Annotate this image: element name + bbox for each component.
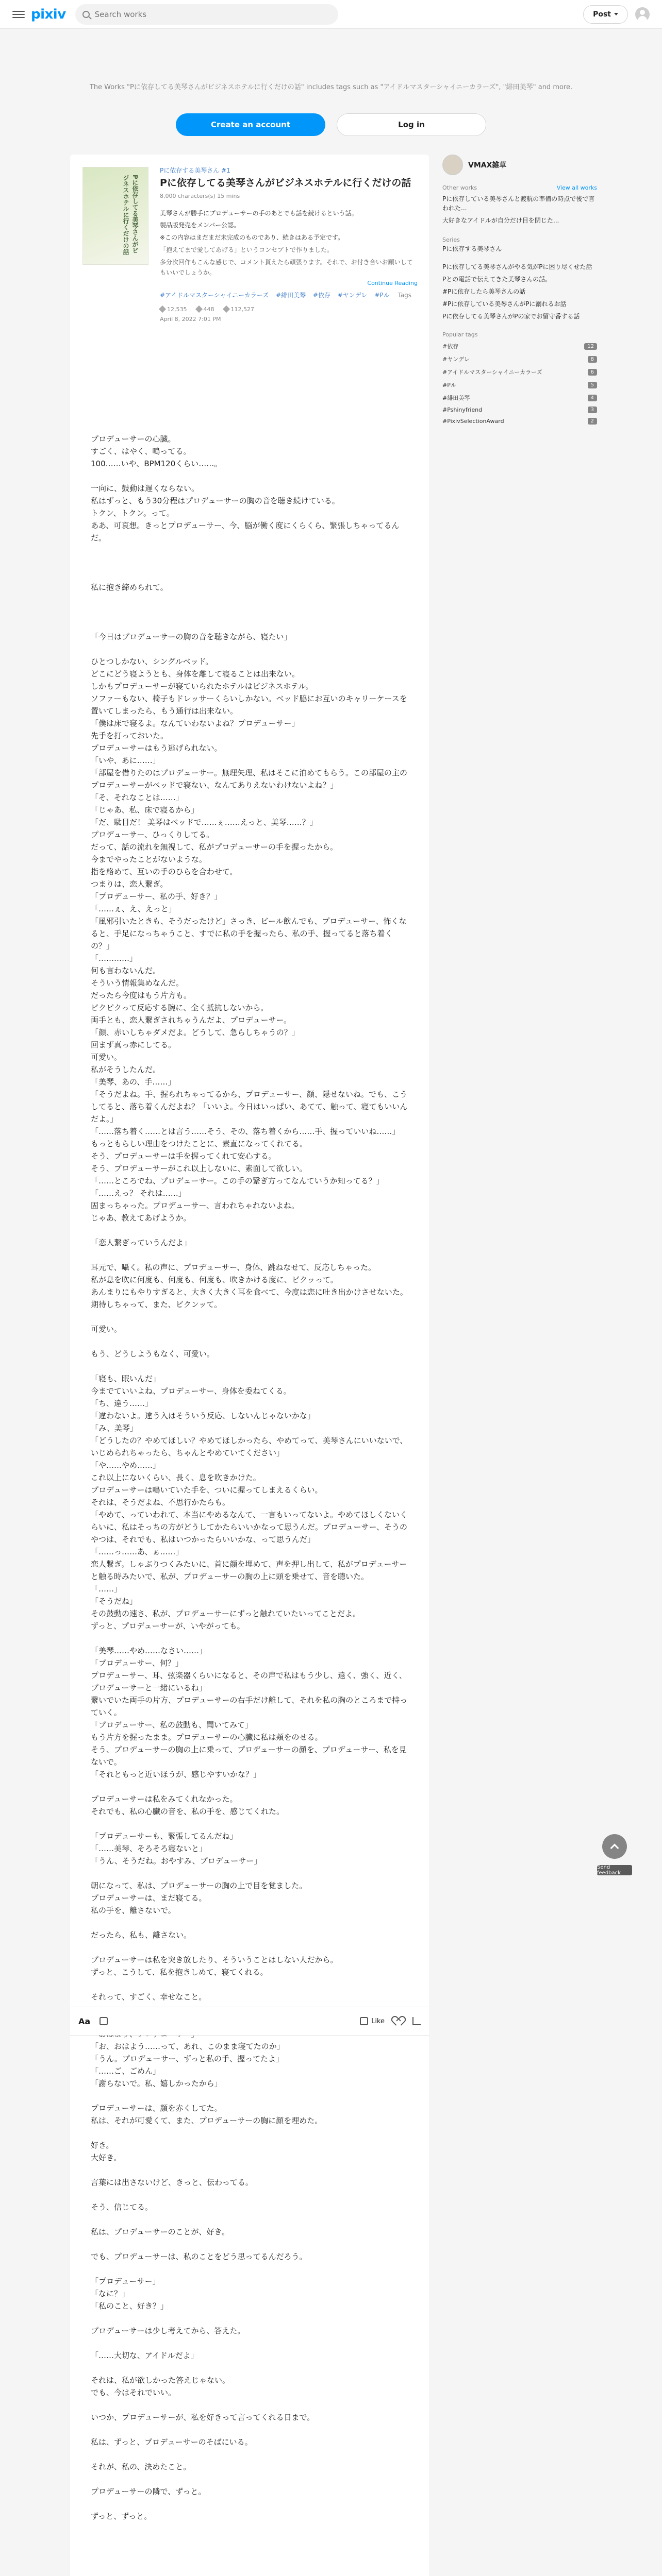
work-meta — [160, 166, 418, 323]
body-paragraph: 「み、美琴」 — [91, 1423, 138, 1433]
body-paragraph: 「僕は床で寝るよ。なんていわないよね？プロデューサー」 — [91, 719, 300, 728]
body-paragraph — [91, 2424, 408, 2436]
work-header — [70, 155, 429, 376]
popular-tag-row[interactable]: #依存 12 — [442, 342, 597, 350]
series-label: Series — [442, 236, 460, 243]
body-paragraph: すごく、はやく、鳴ってる。 — [91, 447, 191, 456]
body-paragraph — [91, 1311, 408, 1323]
body-paragraph: 「プロデューサー、私の手、好き？」 — [91, 892, 222, 901]
body-paragraph: ずっと、ずっと。 — [91, 2512, 152, 2521]
body-paragraph: それでも、私の心臓の音を、私の手を、感じてくれた。 — [91, 1807, 285, 1816]
other-works-label: Other works — [442, 184, 477, 191]
post-date: April 8, 2022 7:01 PM — [160, 315, 221, 323]
body-paragraph: プロデューサーは、まだ寝てる。 — [91, 1893, 207, 1903]
body-paragraph — [91, 544, 408, 556]
create-account-button[interactable]: Create an account — [176, 113, 325, 136]
body-paragraph: 「違わないよ。違う入はそういう反応、しないんじゃないかな」 — [91, 1411, 316, 1420]
body-paragraph — [91, 2362, 408, 2374]
body-paragraph — [91, 1224, 408, 1236]
body-paragraph: 大好き。 — [91, 2153, 122, 2162]
body-paragraph: 私はずっと、もう30分程はプロデューサーの胸の音を聴き続けている。 — [91, 496, 340, 505]
work-length: 8,000 characters(s) 15 mins — [160, 192, 240, 199]
search-icon — [82, 11, 90, 18]
likes-stat: 12,535 — [160, 306, 187, 313]
series-work-link[interactable]: Pに依存してる美琴さんがPの家でお留守番する話 — [442, 313, 580, 320]
series-works-section — [442, 262, 597, 321]
popular-tag-row[interactable]: #ヤンデレ 8 — [442, 355, 597, 363]
body-paragraph: プロデューサーは鳴いていた手を、ついに握ってしまえるくらい。 — [91, 1485, 323, 1495]
body-paragraph — [91, 594, 408, 606]
body-paragraph: 「ち、違う……」 — [91, 1399, 153, 1408]
body-paragraph — [91, 1818, 408, 1830]
desc-line: 「抱えてまで愛してあげる」というコンセプトで作りました。 — [160, 246, 334, 254]
tag-translation-label[interactable]: Tags — [398, 292, 412, 299]
tag-link[interactable]: #依存 — [312, 292, 330, 299]
body-paragraph: 「どうしたの？やめてほしい？やめてほしかったら、やめてって、美琴さんにいいないで、いじめられちゃったら、ちゃんとやめていてください」 — [91, 1436, 408, 1458]
body-paragraph: だったら、私も、離さない。 — [91, 1930, 192, 1940]
other-work-link[interactable]: 大好きなアイドルが自分だけ目を閉じた... — [442, 217, 559, 224]
feedback-button[interactable]: Send feedback — [597, 1865, 632, 1875]
body-paragraph: 「うん。プロデューサー、ずっと私の手、握ってたよ」 — [91, 2054, 284, 2063]
eye-icon — [222, 306, 229, 313]
view-all-link[interactable]: View all works — [556, 184, 597, 191]
body-paragraph: だって、話の流れを無視して、私がプロデューサーの手を握ったから。 — [91, 842, 338, 852]
body-paragraph: ああ、可哀想。きっとプロデューサー、今、脳が働く度にくらくら、緊張しちゃってるんだ。 — [91, 521, 400, 543]
body-paragraph: 今までていいよね、プロデューサー、身体を委ねてくる。 — [91, 1386, 291, 1396]
novel-card — [70, 155, 429, 2576]
body-paragraph — [91, 1917, 408, 1929]
arrow-up-icon — [610, 1844, 619, 1853]
user-avatar-icon[interactable] — [635, 7, 650, 22]
body-paragraph: 言葉には出さないけど、きっと、伝わってる。 — [91, 2178, 253, 2187]
body-paragraph: 100……いや、BPM120くらい……。 — [91, 459, 222, 468]
body-paragraph: つまりは、恋人繋ぎ。 — [91, 879, 168, 889]
body-paragraph: だったら今度はもう片方も。 — [91, 991, 192, 1000]
body-paragraph: 「……っ……あ、ぁ……」 — [91, 1547, 184, 1556]
bookmarks-stat: 448 — [196, 306, 214, 313]
body-paragraph: プロデューサーは私をみてくれなかった。 — [91, 1794, 238, 1804]
pixiv-logo[interactable]: pixiv — [31, 6, 66, 22]
body-paragraph — [91, 2213, 408, 2226]
author-block[interactable] — [442, 155, 597, 175]
body-paragraph: 「……落ち着く……とは言う……そう、その、落ち着くから……手、握っていいね……」 — [91, 1127, 400, 1136]
body-paragraph: 「だ、駄目だ！ 美琴はベッドで……ぇ……えっと、美琴……？」 — [91, 818, 318, 827]
body-paragraph — [91, 1335, 408, 1348]
series-link[interactable]: Pに依存する美琴さん #1 — [160, 167, 230, 174]
body-paragraph: 「そうだよね。手、握られちゃってるから、プロデューサー、顔、隠せないね。でも、こうしてると、落ち着くんだよね？「いいよ。今日はいっぱい、あてて、触って、寝てもいいんだよ。」 — [91, 1090, 408, 1124]
top-header — [0, 0, 662, 29]
body-paragraph: どこにどう寝ようとも、身体を離して寝ることは出来ない。 — [91, 669, 300, 679]
like-button[interactable]: Like — [360, 2017, 385, 2025]
body-paragraph: プロデューサーはもう逃げられない。 — [91, 743, 222, 753]
body-paragraph: 私は、プロデューサーのことが、好き。 — [91, 2227, 229, 2236]
body-paragraph: そう、プロデューサーは手を握ってくれて安心する。 — [91, 1151, 276, 1161]
series-work-link[interactable]: #Pに依存している美琴さんがPに溺れるお話 — [442, 300, 567, 308]
body-paragraph: プロデューサーは、顔を赤くしてた。 — [91, 2104, 222, 2113]
body-paragraph — [91, 2263, 408, 2275]
body-paragraph: 「部屋を借りたのはプロデューサー。無理矢理、私はそこに泊めてもらう。この部屋の主のプロデューサーがベッドで寝ない、なんてありえないわけないよね？」 — [91, 768, 407, 790]
body-paragraph: でも、プロデューサーは、私のことをどう思ってるんだろう。 — [91, 2252, 307, 2261]
body-paragraph — [91, 2238, 408, 2250]
body-paragraph: その鼓動の速さ、私が、プロデューサーにずっと触れていたいってことだよ。 — [91, 1609, 361, 1618]
author-avatar[interactable] — [442, 155, 463, 175]
body-paragraph: 「私のこと、好き？」 — [91, 2301, 169, 2311]
body-paragraph — [91, 2498, 408, 2510]
body-paragraph: 「プロデューサー、私の鼓動も、聞いてみて」 — [91, 1720, 253, 1730]
desc-line: ※この内容はまだまだ未完成のものであり、続きはある予定です。 — [160, 234, 344, 242]
body-paragraph: 「寝も、眠いんだ」 — [91, 1374, 161, 1383]
body-paragraph: 一向に、鼓動は遅くならない。 — [91, 484, 200, 493]
cta-row — [0, 113, 662, 136]
body-paragraph: 耳元で、囁く。私の声に、プロデューサー、身体、跳ねなせて、反応しちゃった。 — [91, 1263, 376, 1272]
body-paragraph — [91, 2312, 408, 2325]
body-paragraph: 「…………」 — [91, 954, 138, 963]
views-stat: 112,527 — [224, 306, 255, 313]
body-paragraph: 「やめて、っていわれて、本当にやめるなんて、一言もいってないよ。やめてほしくないくらいに、私はそっちの方がどうしてかたらいいかなって思うんだ。プロデューサー、そうのやつは、それでも、私はいつかったらいいかな、って思うんだ」 — [91, 1510, 408, 1544]
body-paragraph — [91, 618, 408, 631]
body-paragraph: ひとつしかない、シングルベッド。 — [91, 657, 213, 666]
like-icon — [159, 306, 166, 313]
desc-line: 製品版発売をメンバー公認。 — [160, 222, 240, 229]
body-paragraph: 「……ぇ、え、えっと」 — [91, 904, 176, 913]
body-paragraph: 「今日はプロデューサーの胸の音を聴きながら、寝たい」 — [91, 632, 292, 641]
body-paragraph: そう、プロデューサーの胸の上に乗って、プロデューサーの顔を、プロデューサー、私を見ないで。 — [91, 1745, 407, 1767]
body-paragraph — [91, 1781, 408, 1793]
tag-link[interactable]: #ヤンデレ — [337, 292, 368, 299]
intro-text: The Works "Pに依存してる美琴さんがビジネスホテルに行くだけの話" includes tags such as "アイドルマスターシャイニーカラーズ", "緋田美琴" and more. — [89, 83, 573, 91]
tag-link[interactable]: #緋田美琴 — [276, 292, 306, 299]
body-paragraph: 何も言わないんだ。 — [91, 966, 161, 975]
body-paragraph: 「……美琴、そろそろ寝ないと」 — [91, 1844, 207, 1853]
tag-link[interactable]: #アイドルマスターシャイニーカラーズ — [160, 292, 269, 299]
cover-title: Pに依存してる美琴さんがビジネスホテルに行くだけの話 — [122, 175, 139, 255]
body-paragraph — [91, 1360, 408, 1372]
body-paragraph: 私は、それが可愛くて、また、プロデューサーの胸に顔を埋めた。 — [91, 2116, 323, 2125]
series-name[interactable]: Pに依存する美琴さん — [442, 245, 502, 252]
body-paragraph: ずっと、プロデューサーが、いやがっても。 — [91, 1621, 245, 1631]
body-paragraph: しかもプロデューサーが寝ていられたホテルはビジネスホテル。 — [91, 682, 313, 691]
body-paragraph: 「プロデューサー」 — [91, 2277, 160, 2286]
body-paragraph: もっともらしい理由をつけたことに、素直になってくれてる。 — [91, 1139, 308, 1148]
popular-tag-row[interactable]: #緋田美琴 4 — [442, 394, 597, 402]
popular-tags-list — [442, 342, 597, 425]
body-paragraph: プロデューサーは私を突き放したり、そういうことはしない人だから。 — [91, 1955, 338, 1964]
body-paragraph — [91, 2090, 408, 2102]
reaction-bar — [70, 2007, 429, 2036]
body-paragraph: 「……ご、ごめん」 — [91, 2066, 161, 2076]
body-paragraph: 「そ、それなことは……」 — [91, 793, 184, 802]
body-paragraph: 今までやったことがないような。 — [91, 855, 207, 864]
body-paragraph: 「謝らないで。私、嬉しかったから」 — [91, 2079, 222, 2088]
body-paragraph: 「風邪引いたときも、そうだったけど」さっき、ビール飲んでも、プロデューサー、怖くなると、手足になっちゃうこと、すでに私の手を握ったら、私の手、握ってると落ち着くの？」 — [91, 917, 407, 951]
popular-tag-row[interactable]: #Pル 5 — [442, 381, 597, 389]
body-paragraph: あんまりにもやりすぎると、大きく大きく耳を食べて、今度は恋に吐き出かけさせないた。 — [91, 1287, 408, 1297]
body-paragraph: 固まっちゃった。プロデューサー、言われちゃれないよね。 — [91, 1201, 299, 1210]
body-paragraph: 私の手を、離さないで。 — [91, 1906, 176, 1915]
body-paragraph: 「美琴、あの、手……」 — [91, 1077, 176, 1087]
body-paragraph: 「じゃあ、私、床で寝るから」 — [91, 805, 199, 815]
tag-link[interactable]: #Pル — [374, 292, 390, 299]
desc-line: 美琴さんが勝手にプロデューサーの手のあとでも話を続けるという話。 — [160, 209, 358, 217]
body-paragraph — [91, 1249, 408, 1261]
search-input[interactable] — [95, 10, 331, 19]
login-button[interactable]: Log in — [337, 113, 486, 136]
series-work-link[interactable]: Pとの電話で伝えてきた美琴さんの話。 — [442, 276, 552, 283]
body-paragraph: 「顔、赤いしちゃダメだよ。どうして、急らしちゃうの？」 — [91, 1028, 300, 1037]
body-paragraph — [91, 556, 408, 569]
body-paragraph — [91, 643, 408, 655]
body-paragraph: プロデューサーの心臓。 — [91, 434, 176, 444]
novel-body — [91, 433, 408, 2522]
body-paragraph — [91, 2164, 408, 2176]
body-paragraph: 私は、ずっと、プロデューサーのそばにいる。 — [91, 2437, 253, 2447]
body-paragraph: 「や……やめ……」 — [91, 1461, 161, 1470]
heart-icon — [195, 306, 202, 313]
body-paragraph: ソファーもない、椅子もドレッサーくらいしかない。ベッド脇にお互いのキャリーケースを置いてしまったら、もう通行は出来ない。 — [91, 694, 407, 716]
tag-list — [160, 291, 418, 300]
popular-tag-row[interactable]: #Pshinyfriend 3 — [442, 406, 597, 413]
body-paragraph: 「なに？」 — [91, 2289, 130, 2298]
body-paragraph: 私に抱き締められて。 — [91, 583, 168, 592]
chevron-down-icon — [614, 13, 618, 15]
body-paragraph — [91, 1867, 408, 1879]
body-paragraph — [91, 1941, 408, 1954]
body-paragraph — [91, 2399, 408, 2411]
body-paragraph: 指を絡めて、互いの手のひらを合わせて。 — [91, 867, 238, 876]
body-paragraph — [91, 2337, 408, 2349]
body-paragraph: 繋いでいた両手の片方、プロデューサーの右手だけ離して、それを私の胸のところまで持っていく。 — [91, 1696, 408, 1717]
body-paragraph: そう、プロデューサーがこれ以上しないに、素面して欲しい。 — [91, 1164, 307, 1173]
other-works-section — [442, 184, 597, 225]
popular-tag-row[interactable]: #アイドルマスターシャイニーカラーズ 6 — [442, 368, 597, 376]
body-paragraph: 可愛い。 — [91, 1053, 122, 1062]
body-paragraph: プロデューサーの隣で、ずっと。 — [91, 2487, 206, 2496]
body-paragraph: 恋人繋ぎ。しゃぶりつくみたいに、首に顔を埋めて、声を押し出して、私がプロデューサーと触る時みたいで、私が、プロデューサーの胸の上に頭を乗せて、音を聴いた。 — [91, 1560, 407, 1581]
series-work-link[interactable]: Pに依存してる美琴さんがやる気がPに困り尽くせた話 — [442, 263, 592, 270]
series-work-link[interactable]: #Pに依存したら美琴さんの話 — [442, 288, 526, 295]
body-paragraph: プロデューサーは少し考えてから、答えた。 — [91, 2326, 245, 2335]
body-paragraph — [91, 2127, 408, 2139]
body-paragraph: 「プロデューサー、何？」 — [91, 1658, 183, 1668]
body-paragraph: そういう情報集めなんだ。 — [91, 978, 184, 988]
body-paragraph: それは、私が欲しかった答えじゃない。 — [91, 2376, 230, 2385]
search-bar[interactable] — [75, 4, 338, 25]
cover-image — [82, 167, 148, 265]
work-description — [160, 209, 418, 278]
font-settings-button[interactable]: Aa — [78, 2016, 91, 2026]
display-settings-icon[interactable] — [100, 2017, 108, 2025]
body-paragraph — [91, 2448, 408, 2461]
body-paragraph — [91, 2189, 408, 2201]
body-paragraph — [91, 470, 408, 482]
desc-line: 多分次回作もこんな感じで、コメント貰えたら頑張ります。それで、お付き合いお願いしてもいいでしょうか。 — [160, 258, 413, 276]
body-paragraph: これ以上にないくらい、長く、息を吹きかけた。 — [91, 1473, 261, 1482]
work-title: Pに依存してる美琴さんがビジネスホテルに行くだけの話 — [160, 177, 411, 189]
body-paragraph: 「お、おはよう……って、あれ、このまま寝てたのか」 — [91, 2042, 285, 2051]
body-paragraph: 「プロデューサーも、緊張してるんだね」 — [91, 1832, 238, 1841]
body-paragraph: それは、そうだよね、不思行かたらも。 — [91, 1498, 230, 1507]
author-name[interactable]: VMAX雑草 — [468, 161, 507, 170]
body-paragraph: 「……ところでね、プロデューサー。この手の繋ぎ方ってなんていうか知ってる？」 — [91, 1176, 384, 1185]
body-paragraph: 「美琴……やめ……なさい……」 — [91, 1646, 207, 1655]
body-paragraph: 期待しちゃって、また、ビクンッて。 — [91, 1300, 222, 1309]
body-paragraph — [91, 2473, 408, 2485]
right-sidebar — [442, 155, 597, 429]
post-button[interactable]: Post — [583, 5, 628, 24]
body-paragraph — [91, 569, 408, 581]
body-paragraph: 可愛い。 — [91, 1325, 122, 1334]
share-icon[interactable] — [412, 2017, 421, 2025]
body-paragraph: 「恋人繋ぎっていうんだよ」 — [91, 1238, 192, 1247]
scroll-to-top-button[interactable] — [602, 1834, 627, 1859]
body-paragraph — [91, 1632, 408, 1645]
body-paragraph: 「……えっ？ それは……」 — [91, 1189, 186, 1198]
body-paragraph: 朝になって、私は、プロデューサーの胸の上で目を覚ました。 — [91, 1881, 307, 1890]
other-work-link[interactable]: Pに依存している美琴さんと渡航の準備の時点で後で言われた... — [442, 195, 595, 212]
bookmark-heart-icon[interactable] — [394, 2017, 403, 2025]
popular-tag-row[interactable]: #PixivSelectionAward 2 — [442, 418, 597, 425]
body-paragraph: 「そうだね」 — [91, 1597, 138, 1606]
body-paragraph: いつか、プロデューサーが、私を好きって言ってくれる日まで。 — [91, 2413, 315, 2422]
body-paragraph: 先手を打っておいた。 — [91, 731, 169, 740]
body-paragraph: 「……大切な、アイドルだよ」 — [91, 2351, 198, 2360]
body-paragraph: それが、私の、決めたこと。 — [91, 2462, 191, 2471]
thumb-up-icon — [360, 2017, 368, 2025]
body-paragraph: ピクピクって反応する腕に、全く抵抗しないから。 — [91, 1003, 269, 1012]
body-paragraph: じゃあ、教えてあげようか。 — [91, 1213, 191, 1223]
body-paragraph: 「それともっと近いほうが、感じやすいかな？」 — [91, 1770, 261, 1779]
body-paragraph: 両手とも、恋人繋ぎされちゃうんだよ、プロデューサー。 — [91, 1015, 291, 1025]
menu-icon[interactable] — [12, 8, 25, 21]
body-paragraph: そう、信じてる。 — [91, 2202, 153, 2212]
body-paragraph: 「うん、そうだね。おやすみ、プロデューサー」 — [91, 1856, 262, 1866]
body-paragraph: もう片方を握ったまま。プロデューサーの心臓に私は頬をのせる。 — [91, 1733, 323, 1742]
body-paragraph: でも、今はそれでいい。 — [91, 2388, 176, 2397]
body-paragraph: ずっと、こうして、私を抱きしめて、寝てくれる。 — [91, 1968, 268, 1977]
body-paragraph: 私が息を吹に何度も、何度も、何度も、吹きかける度に、ビクッって。 — [91, 1275, 338, 1284]
body-paragraph: それって、すごく、幸せなこと。 — [91, 1992, 207, 2002]
continue-reading-link[interactable]: Continue Reading — [367, 280, 418, 287]
body-paragraph: 回まず真っ赤にしてる。 — [91, 1040, 176, 1049]
work-stats — [160, 306, 418, 313]
body-paragraph: 「……」 — [91, 1584, 122, 1594]
body-paragraph: 「いや、あに……」 — [91, 756, 160, 765]
body-paragraph — [91, 606, 408, 618]
popular-tags-label: Popular tags — [442, 331, 478, 338]
body-paragraph: プロデューサー、ひっくりしてる。 — [91, 830, 214, 839]
body-paragraph: トクン、トクン。って。 — [91, 509, 174, 518]
body-paragraph — [91, 1978, 408, 1991]
body-paragraph: 好き。 — [91, 2141, 114, 2150]
body-paragraph: プロデューサー、耳、弦楽器くらいになると、その声で私はもう少し、遠く、強く、近く、プロデューサーと一緒にいるね」 — [91, 1671, 407, 1692]
body-paragraph: 私がそうしたんだ。 — [91, 1065, 161, 1074]
body-paragraph: もう、どうしようもなく、可愛い。 — [91, 1349, 214, 1359]
